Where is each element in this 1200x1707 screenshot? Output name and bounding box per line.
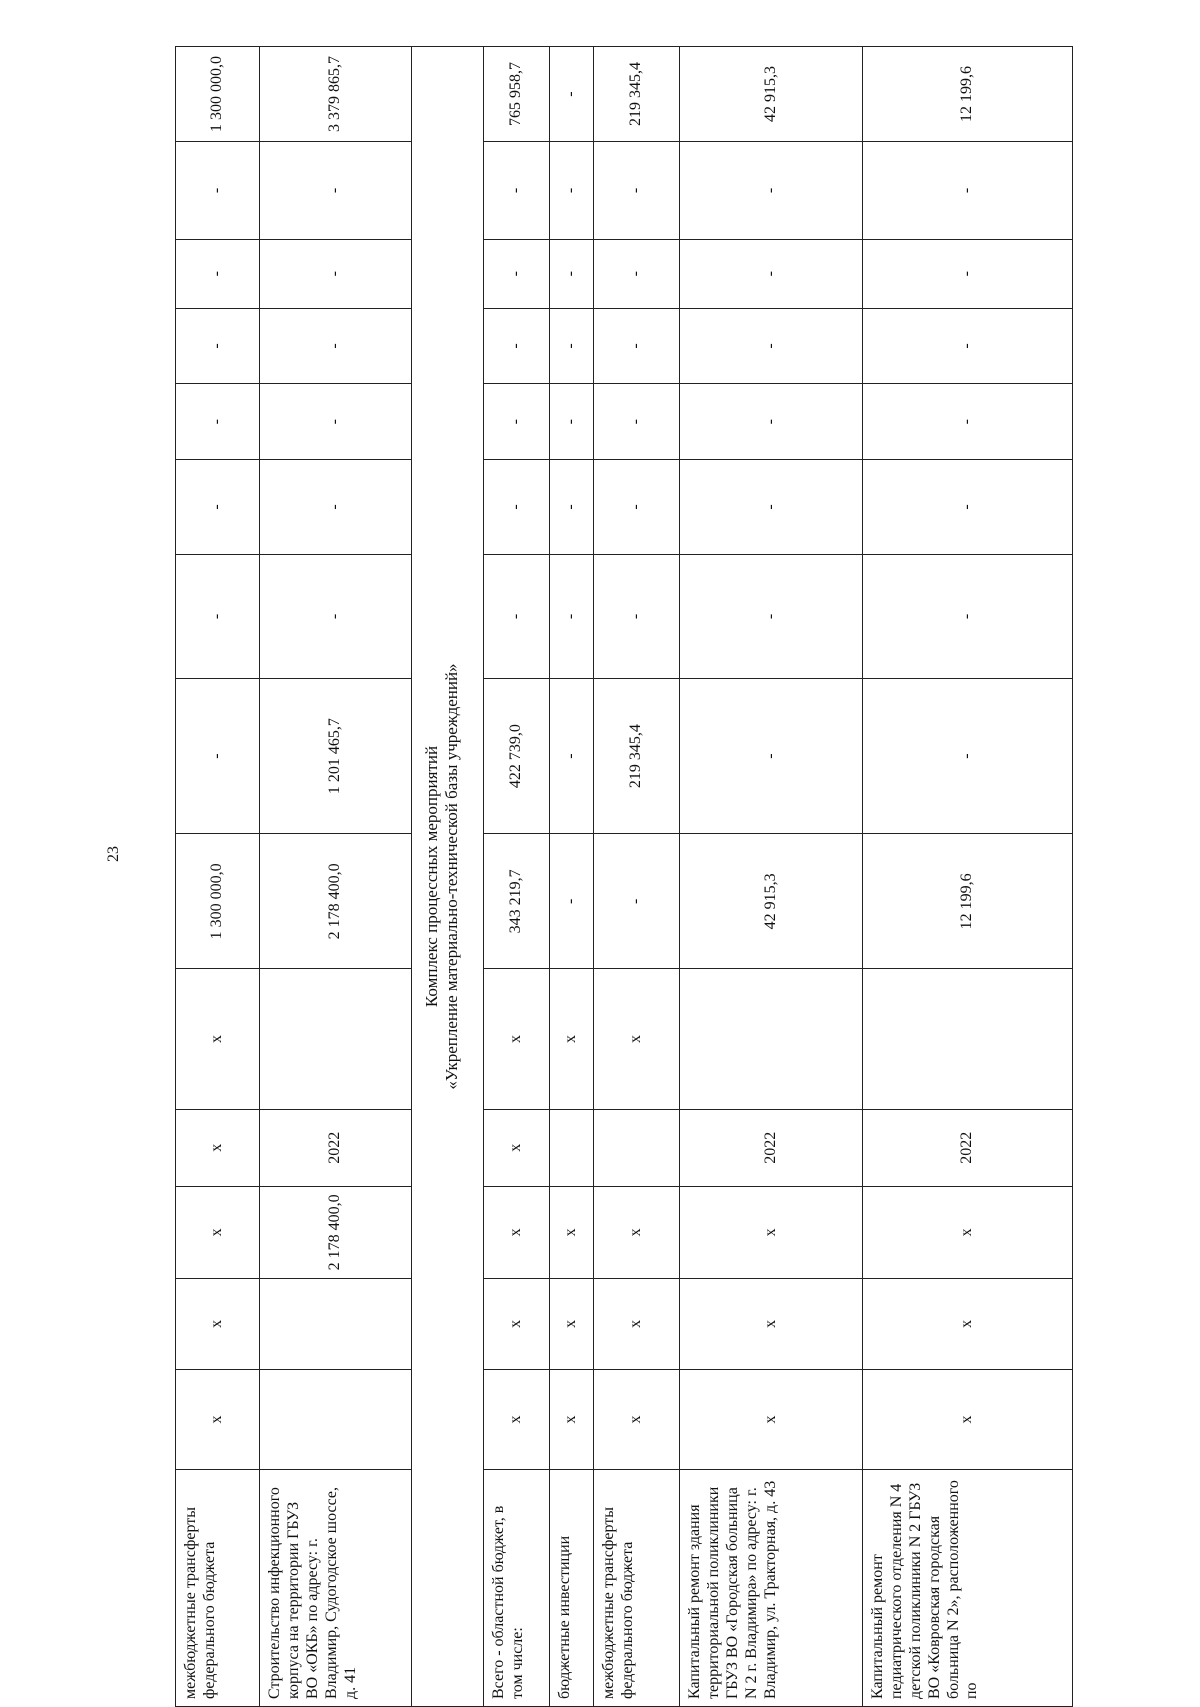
cell: 1 300 000,0 [176, 834, 260, 969]
table-row [550, 47, 594, 1707]
cell: - [680, 678, 863, 834]
cell: x [594, 969, 680, 1109]
cell: - [484, 239, 550, 308]
cell [260, 1278, 412, 1369]
cell: - [260, 308, 412, 384]
total-cell: 765 958,7 [484, 47, 550, 142]
cell: x [550, 1278, 594, 1369]
cell: 343 219,7 [484, 834, 550, 969]
cell: - [863, 239, 1073, 308]
cell: - [594, 142, 680, 240]
budget-table [175, 46, 1073, 1707]
cell: 2022 [260, 1109, 412, 1186]
cell [680, 969, 863, 1109]
cell: x [176, 1109, 260, 1186]
row-name: бюджетные инвестиции [550, 1470, 594, 1707]
cell: - [550, 308, 594, 384]
cell: - [594, 384, 680, 460]
cell: - [484, 554, 550, 678]
table-row [260, 47, 412, 1707]
cell: 2 178 400,0 [260, 834, 412, 969]
rotated-sheet [175, 46, 1126, 1707]
total-cell: 12 199,6 [863, 47, 1073, 142]
cell: 2 178 400,0 [260, 1186, 412, 1278]
table-container [175, 46, 1200, 1699]
row-name: Строительство инфекционного корпуса на территории ГБУЗ ВО «ОКБ» по адресу: г. Владимир, Судогодское шоссе, д. 41 [260, 1470, 412, 1707]
table-row [176, 47, 260, 1707]
cell: - [594, 239, 680, 308]
cell: - [863, 678, 1073, 834]
total-cell: 42 915,3 [680, 47, 863, 142]
cell: - [594, 834, 680, 969]
cell: - [863, 554, 1073, 678]
cell: - [550, 678, 594, 834]
total-cell: 3 379 865,7 [260, 47, 412, 142]
cell: x [484, 1109, 550, 1186]
cell: - [176, 142, 260, 240]
cell [594, 1109, 680, 1186]
cell: - [550, 384, 594, 460]
page-number: 23 [105, 846, 122, 862]
cell: - [484, 384, 550, 460]
cell: - [484, 308, 550, 384]
cell: x [176, 969, 260, 1109]
total-cell: 219 345,4 [594, 47, 680, 142]
cell [863, 969, 1073, 1109]
cell: - [550, 554, 594, 678]
cell: x [680, 1369, 863, 1469]
cell: x [176, 1369, 260, 1469]
cell: x [594, 1369, 680, 1469]
cell: x [594, 1278, 680, 1369]
cell: - [260, 384, 412, 460]
cell: - [176, 554, 260, 678]
cell: x [550, 1369, 594, 1469]
cell: x [594, 1186, 680, 1278]
cell: - [594, 308, 680, 384]
cell: - [680, 460, 863, 555]
section-header-row [412, 47, 484, 1707]
total-cell: 1 300 000,0 [176, 47, 260, 142]
cell: - [863, 142, 1073, 240]
cell: - [484, 460, 550, 555]
cell: x [484, 969, 550, 1109]
row-name: Всего - областной бюджет, в том числе: [484, 1470, 550, 1707]
cell: - [680, 142, 863, 240]
cell: - [550, 460, 594, 555]
row-name: Капитальный ремонт педиатрического отделения N 4 детской поликлиники N 2 ГБУЗ ВО «Ковровская городская больница N 2», расположенного по [863, 1470, 1073, 1707]
cell: - [260, 554, 412, 678]
cell: - [484, 142, 550, 240]
cell: x [176, 1186, 260, 1278]
cell: - [863, 308, 1073, 384]
cell: - [680, 554, 863, 678]
cell: - [176, 308, 260, 384]
cell: x [680, 1186, 863, 1278]
cell: - [680, 308, 863, 384]
cell: x [863, 1186, 1073, 1278]
cell: x [550, 969, 594, 1109]
cell: - [863, 460, 1073, 555]
cell: - [594, 460, 680, 555]
cell: - [550, 239, 594, 308]
cell: - [594, 554, 680, 678]
cell: - [680, 384, 863, 460]
cell: 42 915,3 [680, 834, 863, 969]
cell: - [176, 384, 260, 460]
cell: x [863, 1369, 1073, 1469]
cell: - [176, 239, 260, 308]
section-title [412, 47, 484, 1707]
cell: - [260, 142, 412, 240]
total-cell: - [550, 47, 594, 142]
row-name: межбюджетные трансферты федерального бюджета [176, 1470, 260, 1707]
cell: 12 199,6 [863, 834, 1073, 969]
cell: - [550, 142, 594, 240]
cell: x [484, 1369, 550, 1469]
table-row [680, 47, 863, 1707]
cell: - [863, 384, 1073, 460]
cell: - [260, 460, 412, 555]
cell: 2022 [863, 1109, 1073, 1186]
row-name: Капитальный ремонт здания территориальной поликлиники ГБУЗ ВО «Городская больница N 2 г. Владимира» по адресу: г. Владимир, ул. Тракторная, д. 43 [680, 1470, 863, 1707]
section-title-line1: Комплекс процессных мероприятий [422, 745, 441, 1008]
cell: - [176, 460, 260, 555]
cell: x [550, 1186, 594, 1278]
cell: 1 201 465,7 [260, 678, 412, 834]
table-row [484, 47, 550, 1707]
cell: - [680, 239, 863, 308]
cell: 2022 [680, 1109, 863, 1186]
cell [260, 1369, 412, 1469]
cell: - [260, 239, 412, 308]
row-name: межбюджетные трансферты федерального бюджета [594, 1470, 680, 1707]
cell: - [176, 678, 260, 834]
table-row [863, 47, 1073, 1707]
cell: x [484, 1186, 550, 1278]
cell [550, 1109, 594, 1186]
cell: x [176, 1278, 260, 1369]
cell: x [484, 1278, 550, 1369]
cell: 219 345,4 [594, 678, 680, 834]
table-row [594, 47, 680, 1707]
cell: x [680, 1278, 863, 1369]
cell: 422 739,0 [484, 678, 550, 834]
section-title-line2: «Укрепление материально-технической базы учреждений» [442, 663, 462, 1090]
cell: x [863, 1278, 1073, 1369]
cell [260, 969, 412, 1109]
cell: - [550, 834, 594, 969]
